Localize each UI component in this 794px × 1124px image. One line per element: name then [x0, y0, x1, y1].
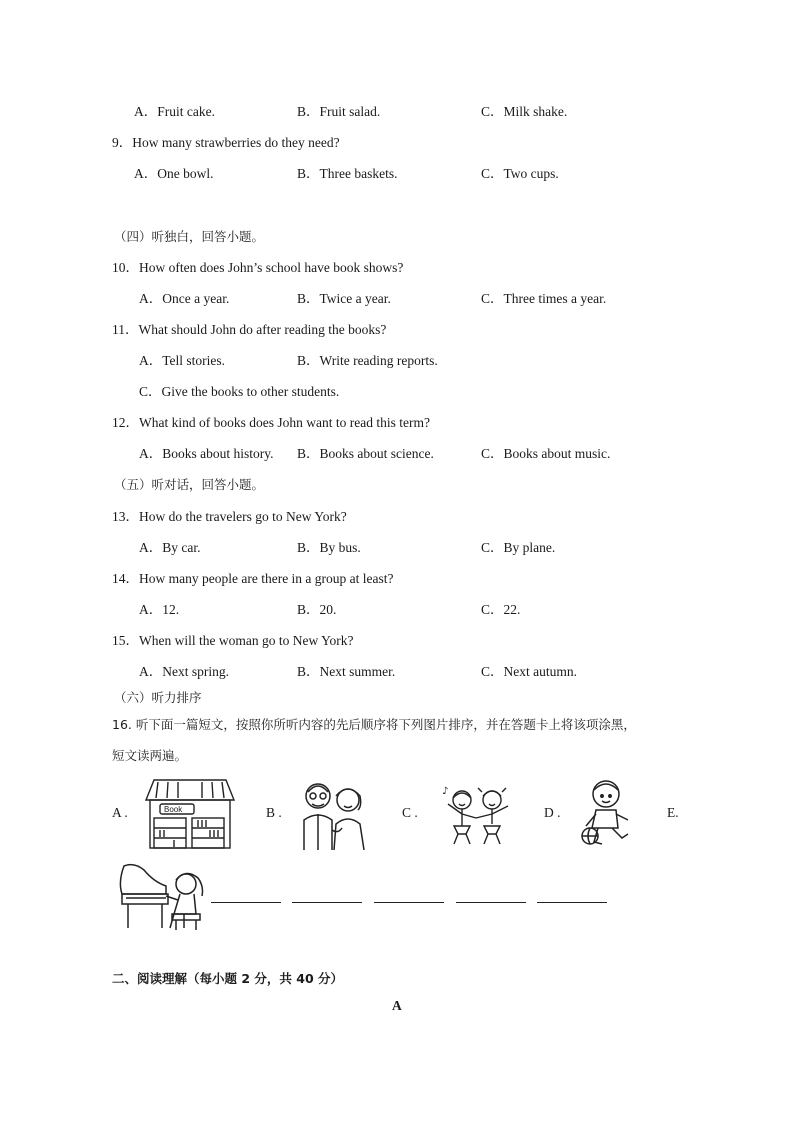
- q14-option-a: A．12.: [139, 602, 180, 617]
- q8-option-b: B．Fruit salad.: [297, 104, 381, 119]
- q13-option-c: C．By plane.: [481, 540, 556, 555]
- q15-question: 15．When will the woman go to New York?: [112, 633, 354, 648]
- piano-player-picture: [114, 862, 212, 932]
- bookstore-sign-text: Book: [164, 805, 183, 814]
- bookstore-picture: [144, 778, 236, 850]
- elderly-couple-picture: [298, 778, 370, 852]
- q14-question: 14．How many people are there in a group at least?: [112, 571, 394, 586]
- answer-blank-1[interactable]: [211, 902, 281, 903]
- dancing-children-picture: [440, 784, 516, 846]
- pic-label-a: A .: [112, 805, 128, 820]
- q10-question: 10．How often does John’s school have book shows?: [112, 260, 404, 275]
- basketball-boy-picture: [578, 778, 636, 848]
- answer-blank-4[interactable]: [456, 902, 526, 903]
- q10-option-b: B．Twice a year.: [297, 291, 391, 306]
- pic-label-c: C .: [402, 805, 418, 820]
- q11-question: 11．What should John do after reading the books?: [112, 322, 387, 337]
- answer-blank-5[interactable]: [537, 902, 607, 903]
- q11-option-c: C．Give the books to other students.: [139, 384, 340, 399]
- q11-option-a: A．Tell stories.: [139, 353, 226, 368]
- q16-instruction-line1: 16. 听下面一篇短文，按照你所听内容的先后顺序将下列图片排序，并在答题卡上将该项涂黑，: [112, 717, 636, 732]
- part-2-heading: 二、阅读理解（每小题 2 分，共 40 分）: [112, 971, 344, 986]
- q12-option-c: C．Books about music.: [481, 446, 611, 461]
- q9-option-c: C．Two cups.: [481, 166, 559, 181]
- q14-option-c: C．22.: [481, 602, 521, 617]
- q11-option-b: B．Write reading reports.: [297, 353, 438, 368]
- pic-label-b: B .: [266, 805, 282, 820]
- q15-option-c: C．Next autumn.: [481, 664, 577, 679]
- q10-option-a: A．Once a year.: [139, 291, 230, 306]
- pic-label-e: E.: [667, 805, 679, 820]
- answer-blank-2[interactable]: [292, 902, 362, 903]
- q13-question: 13．How do the travelers go to New York?: [112, 509, 347, 524]
- passage-a-title: A: [392, 998, 402, 1013]
- q12-question: 12．What kind of books does John want to read this term?: [112, 415, 430, 430]
- section-4-heading: （四）听独白，回答小题。: [114, 229, 265, 244]
- q12-option-a: A．Books about history.: [139, 446, 274, 461]
- q13-option-a: A．By car.: [139, 540, 201, 555]
- q8-option-a: A．Fruit cake.: [134, 104, 215, 119]
- q15-option-a: A．Next spring.: [139, 664, 229, 679]
- q13-option-b: B．By bus.: [297, 540, 361, 555]
- music-note-icon: ♪: [442, 786, 449, 797]
- q12-option-b: B．Books about science.: [297, 446, 434, 461]
- q15-option-b: B．Next summer.: [297, 664, 396, 679]
- q9-option-b: B．Three baskets.: [297, 166, 398, 181]
- q16-instruction-line2: 短文读两遍。: [112, 748, 188, 763]
- pic-label-d: D .: [544, 805, 561, 820]
- q8-option-c: C．Milk shake.: [481, 104, 568, 119]
- section-6-heading: （六）听力排序: [114, 690, 202, 705]
- answer-blank-3[interactable]: [374, 902, 444, 903]
- q10-option-c: C．Three times a year.: [481, 291, 607, 306]
- section-5-heading: （五）听对话，回答小题。: [114, 477, 265, 492]
- q14-option-b: B．20.: [297, 602, 337, 617]
- q9-question: 9．How many strawberries do they need?: [112, 135, 340, 150]
- q9-option-a: A．One bowl.: [134, 166, 214, 181]
